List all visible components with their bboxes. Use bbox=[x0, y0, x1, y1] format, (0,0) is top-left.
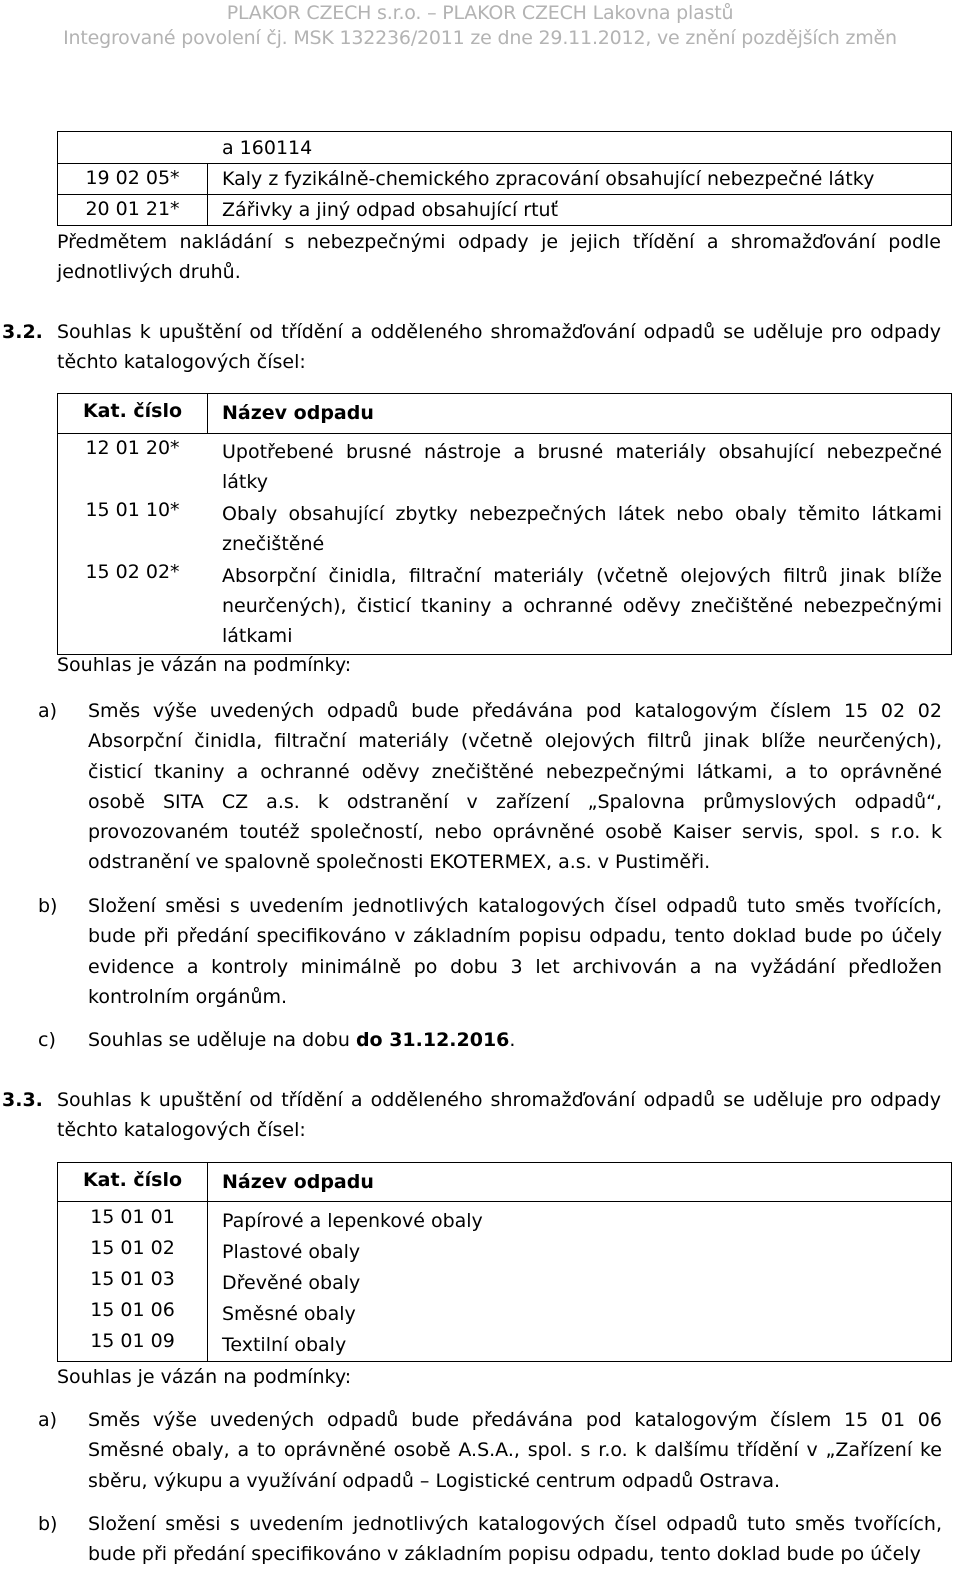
condition-text: Složení směsi s uvedením jednotlivých katalogových čísel odpadů tuto směs tvořících, bude při předání specifikováno v základním popisu odpadu, tento doklad bude po účely bbox=[88, 1513, 942, 1566]
condition-label: b) bbox=[38, 895, 58, 917]
condition-label: a) bbox=[38, 1409, 58, 1431]
condition-text: Směs výše uvedených odpadů bude předávána pod katalogovým číslem 15 02 02 Absorpční činidla, filtrační materiály (včetně olejových filtrů jinak blíže neurčených), čisticí tkaniny a ochranné oděvy znečištěné nebezpečnými látkami, a to oprávněné osobě SITA CZ a.s. k odstranění v zařízení „Spalovna průmyslových odpadů“, provozovaném toutéž společností, nebo oprávněné osobě Kaiser servis, spol. s r.o. k odstranění ve spalovně společnosti EKOTERMEX, a.s. v Pustiměři. bbox=[88, 700, 942, 874]
waste-name: Směsné obaly bbox=[222, 1303, 356, 1325]
waste-name: Zářivky a jiný odpad obsahující rtuť bbox=[222, 199, 559, 221]
section-text: Souhlas k upuštění od třídění a odděleného shromažďování odpadů se uděluje pro odpady těchto katalogových čísel: bbox=[57, 321, 941, 373]
waste-name: a 160114 bbox=[222, 137, 313, 159]
column-header-code: Kat. číslo bbox=[82, 1169, 183, 1191]
condition-text-prefix: Souhlas se uděluje na dobu bbox=[88, 1029, 356, 1051]
waste-code: 20 01 21* bbox=[85, 198, 180, 220]
waste-name: Upotřebené brusné nástroje a brusné materiály obsahující nebezpečné látky bbox=[222, 441, 942, 493]
waste-table-3-2 bbox=[57, 393, 952, 655]
waste-table-3-3 bbox=[57, 1162, 952, 1362]
waste-name: Papírové a lepenkové obaly bbox=[222, 1210, 483, 1232]
section-text: Souhlas k upuštění od třídění a odděleného shromažďování odpadů se uděluje pro odpady těchto katalogových čísel: bbox=[57, 1089, 941, 1141]
waste-code: 15 01 09 bbox=[90, 1330, 175, 1352]
waste-code: 15 01 06 bbox=[90, 1299, 175, 1321]
waste-name: Absorpční činidla, filtrační materiály (včetně olejových filtrů jinak blíže neurčených), čisticí tkaniny a ochranné oděvy znečištěné nebezpečnými látkami bbox=[222, 565, 942, 647]
waste-code: 15 01 01 bbox=[90, 1206, 175, 1228]
waste-code: 19 02 05* bbox=[85, 167, 180, 189]
waste-table-top bbox=[57, 131, 952, 226]
waste-name: Obaly obsahující zbytky nebezpečných látek nebo obaly těmito látkami znečištěné bbox=[222, 503, 942, 555]
validity-date: do 31.12.2016 bbox=[355, 1029, 510, 1051]
section-number: 3.2. bbox=[2, 321, 43, 343]
condition-text: Směs výše uvedených odpadů bude předávána pod katalogovým číslem 15 01 06 Směsné obaly, a to oprávněné osobě A.S.A., spol. s r.o. k dalšímu třídění v „Zařízení ke sběru, výkupu a využívání odpadů – Logistické centrum odpadů Ostrava. bbox=[88, 1409, 942, 1492]
waste-name: Kaly z fyzikálně-chemického zpracování obsahující nebezpečné látky bbox=[222, 168, 875, 190]
condition-text: Složení směsi s uvedením jednotlivých katalogových čísel odpadů tuto směs tvořících, bude při předání specifikováno v základním popisu odpadu, tento doklad bude po účely evidence a kontroly minimálně po dobu 3 let archivován a na vyžádání předložen kontrolním orgánům. bbox=[88, 895, 942, 1008]
condition-label: a) bbox=[38, 700, 58, 722]
condition-text bbox=[88, 1025, 942, 1055]
waste-code: 15 01 10* bbox=[85, 499, 180, 521]
waste-name: Textilní obaly bbox=[222, 1334, 347, 1356]
conditions-label: Souhlas je vázán na podmínky: bbox=[57, 654, 352, 676]
paragraph-sorting: Předmětem nakládání s nebezpečnými odpady je jejich třídění a shromažďování podle jednotlivých druhů. bbox=[57, 231, 941, 283]
waste-code: 12 01 20* bbox=[85, 437, 180, 459]
column-header-name: Název odpadu bbox=[222, 402, 374, 424]
waste-name: Dřevěné obaly bbox=[222, 1272, 361, 1294]
header-line-1: PLAKOR CZECH s.r.o. – PLAKOR CZECH Lakovna plastů bbox=[226, 2, 734, 24]
waste-code: 15 01 03 bbox=[90, 1268, 175, 1290]
condition-label: b) bbox=[38, 1513, 58, 1535]
condition-text-suffix: . bbox=[509, 1029, 516, 1051]
conditions-label: Souhlas je vázán na podmínky: bbox=[57, 1366, 352, 1388]
waste-code: 15 02 02* bbox=[85, 561, 180, 583]
column-header-name: Název odpadu bbox=[222, 1171, 374, 1193]
header-line-2: Integrované povolení čj. MSK 132236/2011 ze dne 29.11.2012, ve znění pozdějších změn bbox=[63, 27, 897, 49]
section-number: 3.3. bbox=[2, 1089, 43, 1111]
column-header-code: Kat. číslo bbox=[82, 400, 183, 422]
waste-name: Plastové obaly bbox=[222, 1241, 361, 1263]
waste-code: 15 01 02 bbox=[90, 1237, 175, 1259]
condition-label: c) bbox=[38, 1029, 56, 1051]
